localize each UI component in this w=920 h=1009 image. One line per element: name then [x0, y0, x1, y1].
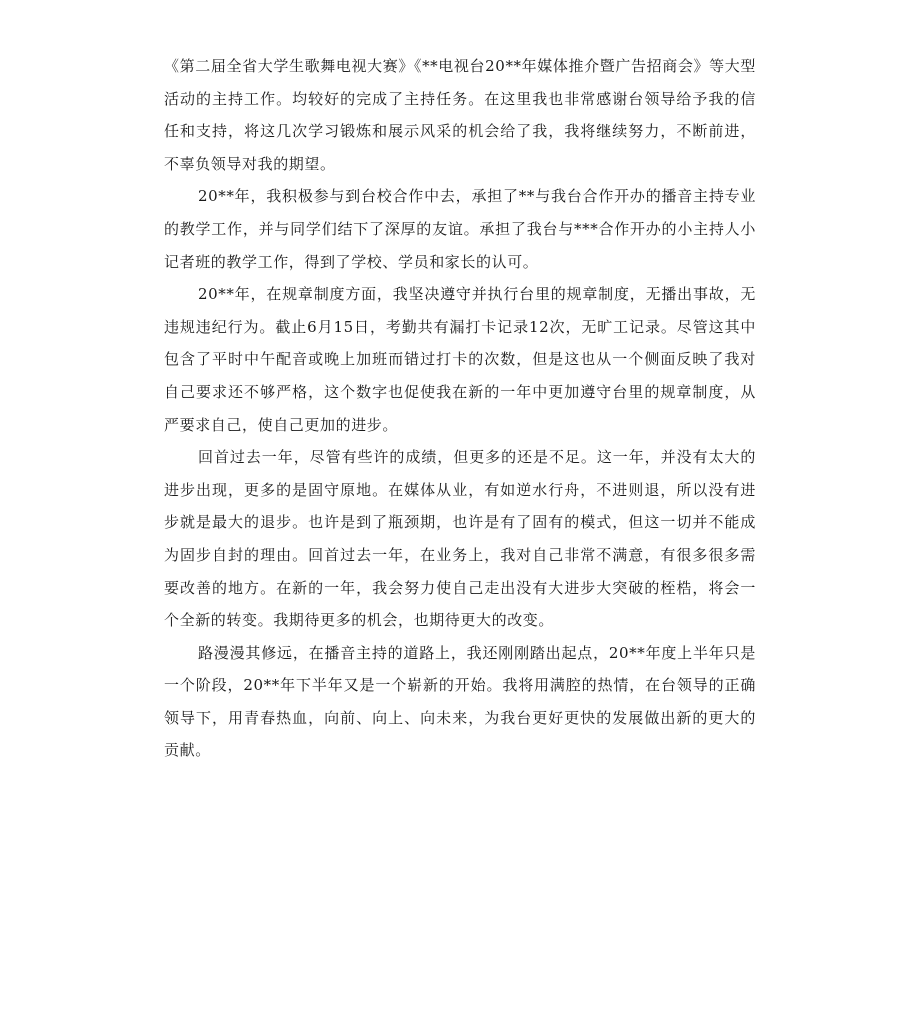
paragraph-2: 20**年，我积极参与到台校合作中去，承担了**与我台合作开办的播音主持专业的教学工作，并与同学们结下了深厚的友谊。承担了我台与***合作开办的小主持人小记者班的教学工作，得到了学校、学员和家长的认可。: [164, 187, 756, 271]
paragraph-4: 回首过去一年，尽管有些许的成绩，但更多的还是不足。这一年，并没有太大的进步出现，更多的是固守原地。在媒体从业，有如逆水行舟，不进则退，所以没有进步就是最大的退步。也许是到了瓶颈期，也许是有了固有的模式，但这一切并不能成为固步自封的理由。回首过去一年，在业务上，我对自己非常不满意，有很多很多需要改善的地方。在新的一年，我会努力使自己走出没有大进步大突破的桎梏，将会一个全新的转变。我期待更多的机会，也期待更大的改变。: [164, 448, 756, 630]
paragraph-5: 路漫漫其修远，在播音主持的道路上，我还刚刚踏出起点，20**年度上半年只是一个阶段，20**年下半年又是一个崭新的开始。我将用满腔的热情，在台领导的正确领导下，用青春热血，向前、向上、向未来，为我台更好更快的发展做出新的更大的贡献。: [164, 643, 756, 760]
document-page: [164, 50, 756, 767]
paragraph-1: 《第二届全省大学生歌舞电视大赛》《**电视台20**年媒体推介暨广告招商会》等大型活动的主持工作。均较好的完成了主持任务。在这里我也非常感谢台领导给予我的信任和支持，将这几次学习锻炼和展示风采的机会给了我，我将继续努力，不断前进，不辜负领导对我的期望。: [164, 57, 756, 173]
paragraph-3: 20**年，在规章制度方面，我坚决遵守并执行台里的规章制度，无播出事故，无违规违纪行为。截止6月15日，考勤共有漏打卡记录12次，无旷工记录。尽管这其中包含了平时中午配音或晚上加班而错过打卡的次数，但是这也从一个侧面反映了我对自己要求还不够严格，这个数字也促使我在新的一年中更加遵守台里的规章制度，从严要求自己，使自己更加的进步。: [164, 285, 756, 434]
